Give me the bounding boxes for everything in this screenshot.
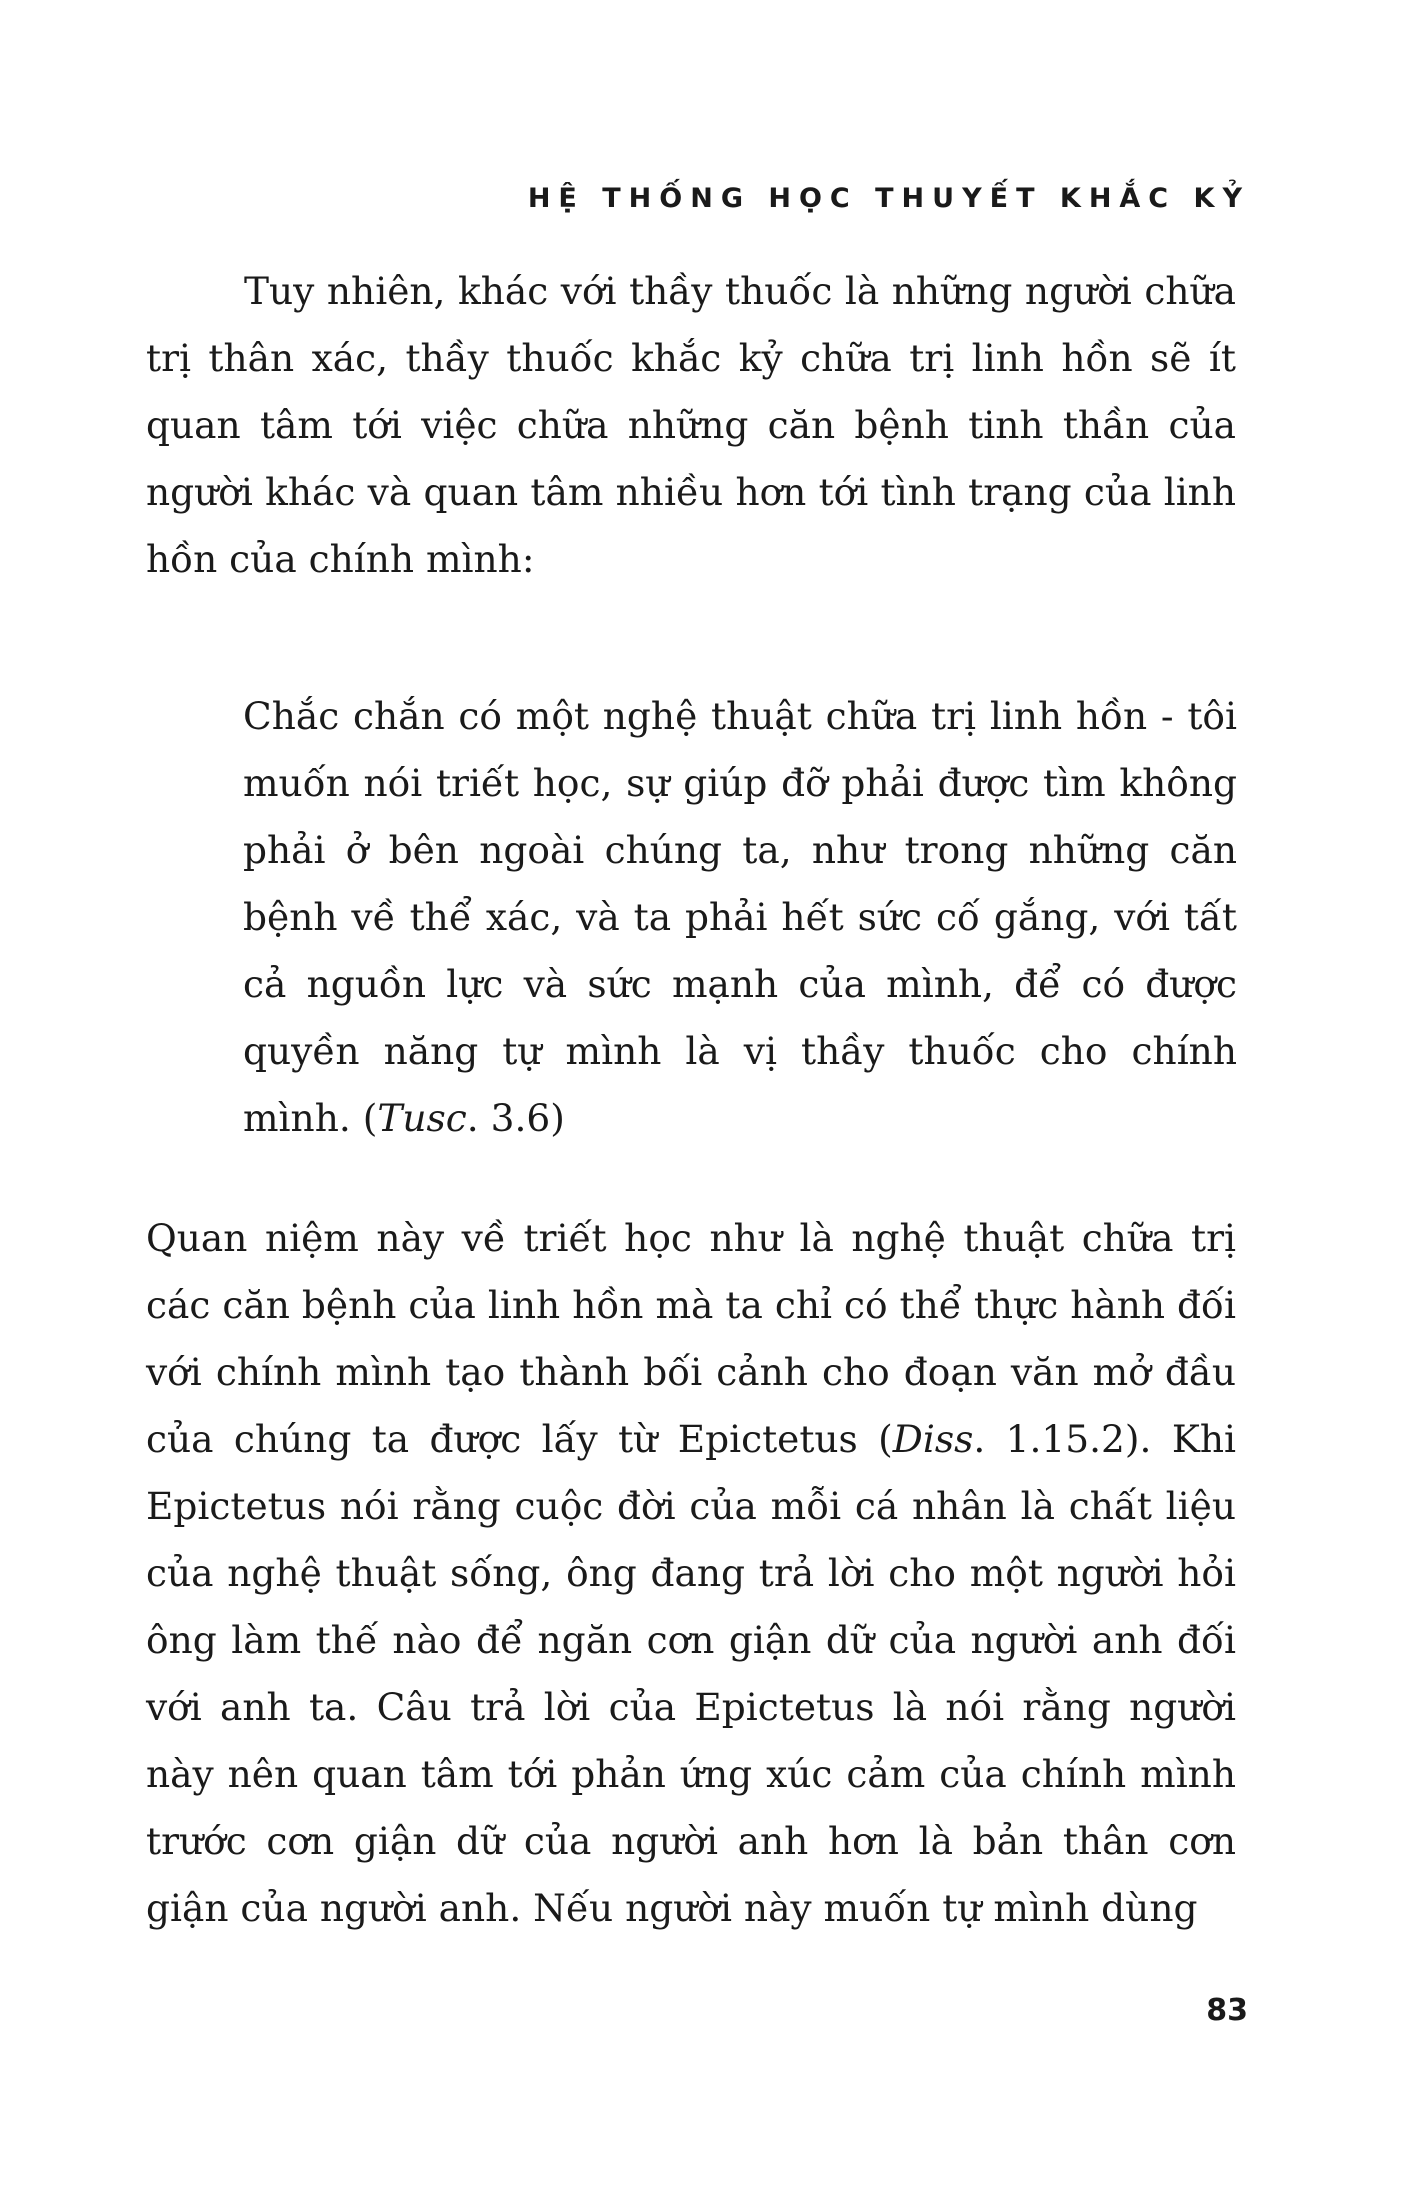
- paragraph-citation-work: Diss: [892, 1417, 974, 1461]
- quote-citation-ref: . 3.6): [466, 1096, 565, 1140]
- paragraph-discussion-part-1: Quan niệm này về triết học như là nghệ thuật chữa trị các căn bệnh của linh hồn mà ta chỉ có thể thực hành đối với chính mình tạo thành bối cảnh cho đoạn văn mở đầu của chúng ta được lấy từ Epictetus (: [146, 1216, 1236, 1461]
- quote-text: Chắc chắn có một nghệ thuật chữa trị linh hồn - tôi muốn nói triết học, sự giúp đỡ phải được tìm không phải ở bên ngoài chúng ta, như trong những căn bệnh về thể xác, và ta phải hết sức cố gắng, với tất cả nguồn lực và sức mạnh của mình, để có được quyền năng tự mình là vị thầy thuốc cho chính mình. (: [243, 694, 1237, 1140]
- page-number: 83: [1206, 1993, 1248, 2028]
- block-quote: [243, 683, 1237, 1152]
- quote-citation-work: Tusc: [377, 1096, 467, 1140]
- paragraph-discussion: [146, 1205, 1236, 1942]
- paragraph-discussion-part-2: . 1.15.2). Khi Epictetus nói rằng cuộc đời của mỗi cá nhân là chất liệu của nghệ thuật sống, ông đang trả lời cho một người hỏi ông làm thế nào để ngăn cơn giận dữ của người anh đối với anh ta. Câu trả lời của Epictetus là nói rằng người này nên quan tâm tới phản ứng xúc cảm của chính mình trước cơn giận dữ của người anh hơn là bản thân cơn giận của người anh. Nếu người này muốn tự mình dùng: [146, 1417, 1236, 1930]
- paragraph-intro: Tuy nhiên, khác với thầy thuốc là những người chữa trị thân xác, thầy thuốc khắc kỷ chữa trị linh hồn sẽ ít quan tâm tới việc chữa những căn bệnh tinh thần của người khác và quan tâm nhiều hơn tới tình trạng của linh hồn của chính mình:: [146, 269, 1236, 581]
- running-header: HỆ THỐNG HỌC THUYẾT KHẮC KỶ: [527, 183, 1250, 214]
